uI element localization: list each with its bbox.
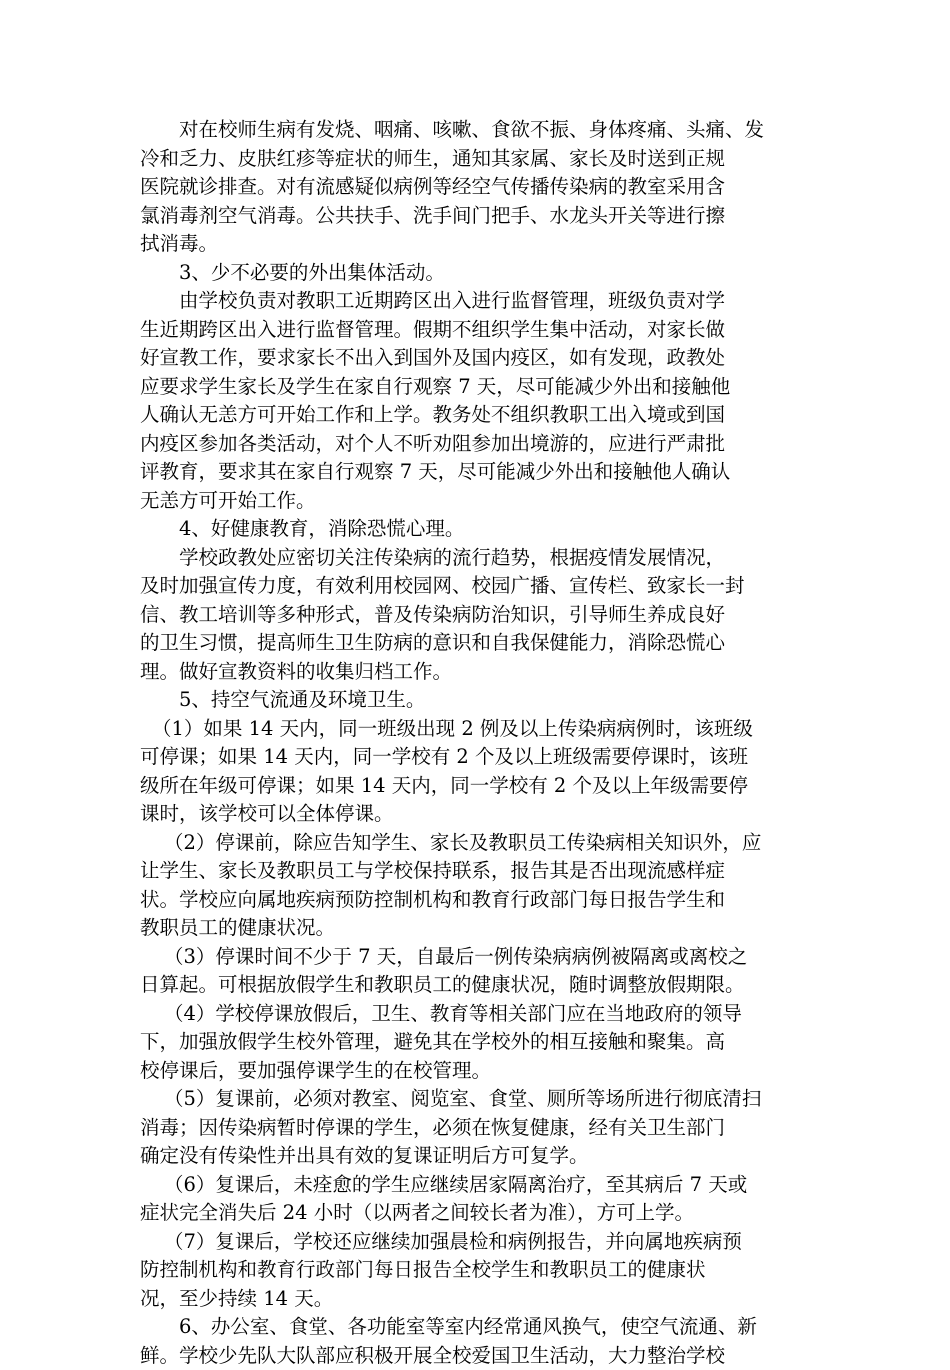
text-line: 校停课后，要加强停课学生的在校管理。 bbox=[140, 1057, 820, 1086]
text-line: 可停课；如果 14 天内，同一学校有 2 个及以上班级需要停课时，该班 bbox=[140, 743, 820, 772]
text-line: 无恙方可开始工作。 bbox=[140, 487, 820, 516]
text-line: 人确认无恙方可开始工作和上学。教务处不组织教职工出入境或到国 bbox=[140, 401, 820, 430]
text-line: 3、少不必要的外出集体活动。 bbox=[140, 259, 820, 288]
text-line: 课时，该学校可以全体停课。 bbox=[140, 800, 820, 829]
text-line: （6）复课后，未痊愈的学生应继续居家隔离治疗，至其病后 7 天或 bbox=[140, 1171, 820, 1200]
text-line: 级所在年级可停课；如果 14 天内，同一学校有 2 个及以上年级需要停 bbox=[140, 772, 820, 801]
text-line: 消毒；因传染病暂时停课的学生，必须在恢复健康，经有关卫生部门 bbox=[140, 1114, 820, 1143]
text-line: 及时加强宣传力度，有效利用校园网、校园广播、宣传栏、致家长一封 bbox=[140, 572, 820, 601]
text-line: 拭消毒。 bbox=[140, 230, 820, 259]
text-line: 让学生、家长及教职员工与学校保持联系，报告其是否出现流感样症 bbox=[140, 857, 820, 886]
text-line: 好宣教工作，要求家长不出入到国外及国内疫区，如有发现，政教处 bbox=[140, 344, 820, 373]
text-line: 教职员工的健康状况。 bbox=[140, 914, 820, 943]
text-line: 信、教工培训等多种形式，普及传染病防治知识，引导师生养成良好 bbox=[140, 601, 820, 630]
text-line: 评教育，要求其在家自行观察 7 天，尽可能减少外出和接触他人确认 bbox=[140, 458, 820, 487]
text-line: 4、好健康教育，消除恐慌心理。 bbox=[140, 515, 820, 544]
text-line: 况，至少持续 14 天。 bbox=[140, 1285, 820, 1314]
text-line: 日算起。可根据放假学生和教职员工的健康状况，随时调整放假期限。 bbox=[140, 971, 820, 1000]
text-line: 的卫生习惯，提高师生卫生防病的意识和自我保健能力，消除恐慌心 bbox=[140, 629, 820, 658]
text-line: （2）停课前，除应告知学生、家长及教职员工传染病相关知识外，应 bbox=[140, 829, 820, 858]
text-line: 状。学校应向属地疾病预防控制机构和教育行政部门每日报告学生和 bbox=[140, 886, 820, 915]
text-line: 理。做好宣教资料的收集归档工作。 bbox=[140, 658, 820, 687]
text-line: 6、办公室、食堂、各功能室等室内经常通风换气，使空气流通、新 bbox=[140, 1313, 820, 1342]
text-line: 防控制机构和教育行政部门每日报告全校学生和教职员工的健康状 bbox=[140, 1256, 820, 1285]
text-line: （7）复课后，学校还应继续加强晨检和病例报告，并向属地疾病预 bbox=[140, 1228, 820, 1257]
text-line: （4）学校停课放假后，卫生、教育等相关部门应在当地政府的领导 bbox=[140, 1000, 820, 1029]
text-line: （1）如果 14 天内，同一班级出现 2 例及以上传染病病例时，该班级 bbox=[140, 715, 820, 744]
text-line: 由学校负责对教职工近期跨区出入进行监督管理，班级负责对学 bbox=[140, 287, 820, 316]
document-page bbox=[140, 116, 820, 1370]
text-line: 症状完全消失后 24 小时（以两者之间较长者为准），方可上学。 bbox=[140, 1199, 820, 1228]
text-line: 应要求学生家长及学生在家自行观察 7 天，尽可能减少外出和接触他 bbox=[140, 373, 820, 402]
text-line: 冷和乏力、皮肤红疹等症状的师生，通知其家属、家长及时送到正规 bbox=[140, 145, 820, 174]
text-line: 鲜。学校少先队大队部应积极开展全校爱国卫生活动，大力整治学校 bbox=[140, 1342, 820, 1370]
text-line: 内疫区参加各类活动，对个人不听劝阻参加出境游的，应进行严肃批 bbox=[140, 430, 820, 459]
text-line: 确定没有传染性并出具有效的复课证明后方可复学。 bbox=[140, 1142, 820, 1171]
text-line: 下，加强放假学生校外管理，避免其在学校外的相互接触和聚集。高 bbox=[140, 1028, 820, 1057]
text-line: （3）停课时间不少于 7 天，自最后一例传染病病例被隔离或离校之 bbox=[140, 943, 820, 972]
text-line: 生近期跨区出入进行监督管理。假期不组织学生集中活动，对家长做 bbox=[140, 316, 820, 345]
text-line: 学校政教处应密切关注传染病的流行趋势，根据疫情发展情况， bbox=[140, 544, 820, 573]
text-line: 5、持空气流通及环境卫生。 bbox=[140, 686, 820, 715]
text-line: 对在校师生病有发烧、咽痛、咳嗽、食欲不振、身体疼痛、头痛、发 bbox=[140, 116, 820, 145]
text-line: 医院就诊排查。对有流感疑似病例等经空气传播传染病的教室采用含 bbox=[140, 173, 820, 202]
text-line: 氯消毒剂空气消毒。公共扶手、洗手间门把手、水龙头开关等进行擦 bbox=[140, 202, 820, 231]
text-line: （5）复课前，必须对教室、阅览室、食堂、厕所等场所进行彻底清扫 bbox=[140, 1085, 820, 1114]
